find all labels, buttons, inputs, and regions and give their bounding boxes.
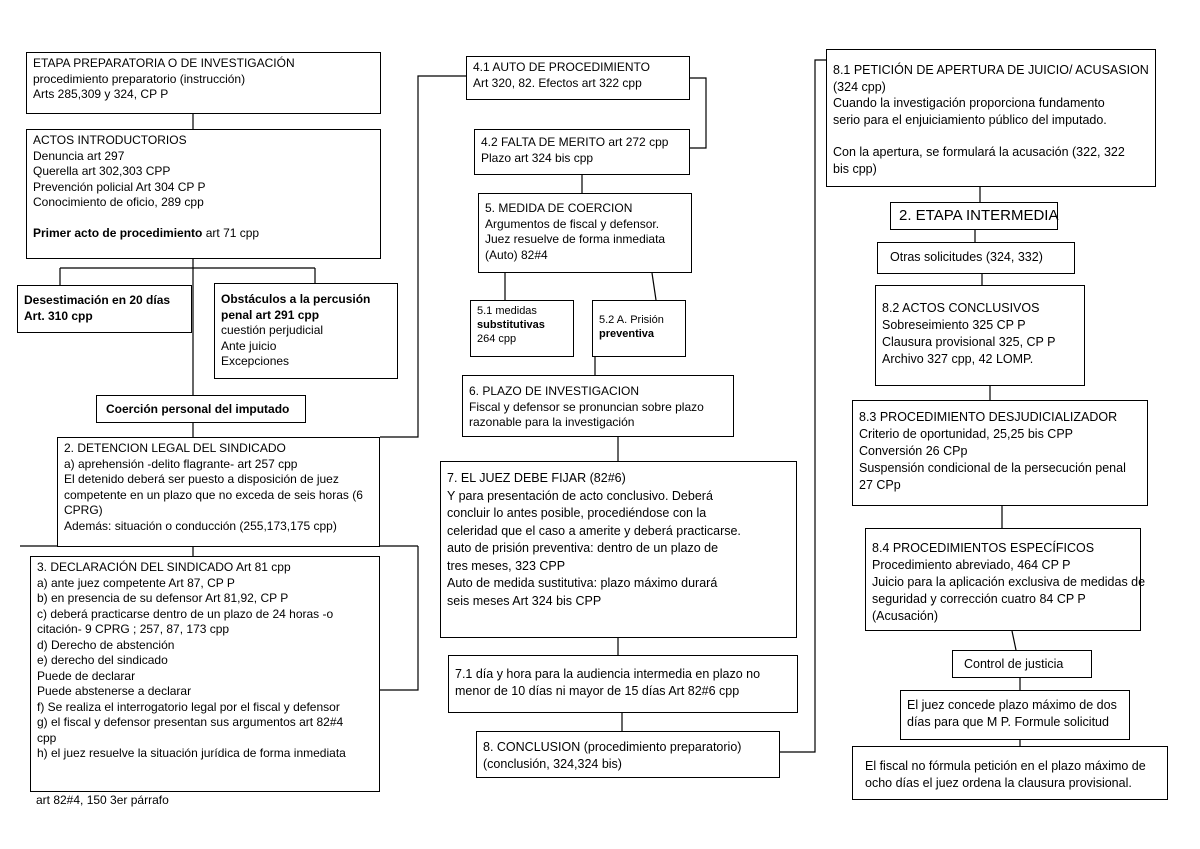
detencion-line: CPRG): [64, 503, 103, 517]
coercion-box: [96, 395, 306, 423]
especificos-line: Juicio para la aplicación exclusiva de medidas de: [872, 575, 1146, 589]
especificos-line: Procedimiento abreviado, 464 CP P: [872, 558, 1071, 572]
actos-conclusivos-line: Archivo 327 cpp, 42 LOMP.: [882, 352, 1034, 366]
conclusion-title: 8. CONCLUSION (procedimiento preparatorio): [483, 740, 742, 754]
declaracion-title: 3. DECLARACIÓN DEL SINDICADO Art 81 cpp: [37, 560, 291, 574]
falta-merito-plazo: Plazo art 324 bis cpp: [481, 150, 594, 165]
actos-conclusivos-box: [875, 285, 1085, 386]
plazo-dos-dias-line: días para que M P. Formule solicitud: [907, 715, 1109, 729]
declaracion-line: g) el fiscal y defensor presentan sus argumentos art 82#4: [37, 715, 344, 729]
declaracion-line: Puede abstenerse a declarar: [37, 684, 192, 698]
actos-introductorios-title: ACTOS INTRODUCTORIOS: [33, 133, 187, 147]
desjudicializador-line: 27 CPp: [859, 478, 901, 492]
etapa-preparatoria-title: ETAPA PREPARATORIA O DE INVESTIGACIÓN: [33, 56, 295, 70]
detencion-line: competente en un plazo que no exceda de seis horas (6: [64, 487, 363, 502]
desestimacion-label: Desestimación en 20 días: [24, 293, 171, 307]
desjudicializador-title: 8.3 PROCEDIMIENTO DESJUDICIALIZADOR: [859, 410, 1118, 424]
medida-coercion-line: Argumentos de fiscal y defensor.: [485, 216, 660, 231]
medidas-sustitutivas-article: 264 cpp: [477, 333, 517, 345]
conclusion-box: [476, 731, 780, 778]
plazo-dos-dias-box: [900, 690, 1130, 740]
plazo-investigacion-line: razonable para la investigación: [469, 415, 635, 429]
medida-coercion-line: (Auto) 82#4: [485, 247, 548, 262]
desestimacion-article: Art. 310 cpp: [24, 308, 93, 323]
detencion-line: Además: situación o conducción (255,173,175 cpp): [64, 518, 337, 533]
juez-fijar-line: Auto de medida sustitutiva: plazo máximo durará: [447, 576, 718, 590]
peticion-apertura-line: serio para el enjuiciamiento público del imputado.: [833, 112, 1107, 127]
medidas-sustitutivas-box: [470, 300, 574, 357]
especificos-box: [865, 528, 1146, 631]
peticion-apertura-title: 8.1 PETICIÓN DE APERTURA DE JUICIO/ ACUSASION: [833, 63, 1149, 77]
declaracion-line: a) ante juez competente Art 87, CP P: [37, 575, 235, 590]
juez-fijar-line: tres meses, 323 CPP: [447, 558, 566, 573]
control-justicia-label: Control de justicia: [964, 657, 1064, 671]
medidas-sustitutivas-title: 5.1 medidas: [477, 305, 537, 317]
peticion-apertura-box: [826, 49, 1156, 187]
medidas-sustitutivas-subtitle: substitutivas: [477, 319, 545, 331]
especificos-title: 8.4 PROCEDIMIENTOS ESPECÍFICOS: [872, 541, 1095, 555]
especificos-line: (Acusación): [872, 609, 938, 623]
falta-merito-box: [474, 129, 690, 175]
juez-fijar-line: celeridad que el caso a amerite y deberá practicarse.: [447, 523, 741, 538]
juez-fijar-box: [440, 461, 797, 638]
etapa-preparatoria-subtitle: procedimiento preparatorio (instrucción): [33, 71, 246, 86]
desjudicializador-line: Suspensión condicional de la persecución penal: [859, 461, 1126, 475]
plazo-investigacion-line: Fiscal y defensor se pronuncian sobre plazo: [469, 399, 704, 414]
etapa-preparatoria-articles: Arts 285,309 y 324, CP P: [33, 87, 169, 101]
obstaculo-item: cuestión perjudicial: [221, 323, 324, 337]
audiencia-intermedia-line: menor de 10 días ni mayor de 15 días Art 82#6 cpp: [455, 684, 740, 698]
peticion-apertura-line: bis cpp): [833, 161, 877, 176]
juez-fijar-line: Y para presentación de acto conclusivo. Deberá: [447, 488, 713, 503]
etapa-preparatoria-box: [26, 52, 381, 114]
actos-conclusivos-line: Sobreseimiento 325 CP P: [882, 318, 1026, 332]
detencion-box: [57, 437, 380, 547]
desjudicializador-line: Conversión 26 CPp: [859, 444, 968, 458]
detencion-line: El detenido deberá ser puesto a disposición de juez: [64, 472, 339, 486]
audiencia-intermedia-box: [448, 655, 798, 713]
declaracion-line: Puede de declarar: [37, 668, 136, 683]
juez-fijar-line: seis meses Art 324 bis CPP: [447, 593, 602, 608]
declaracion-line: d) Derecho de abstención: [37, 637, 175, 652]
etapa-intermedia-label: 2. ETAPA INTERMEDIA: [899, 207, 1059, 224]
primer-acto-article: art 71 cpp: [202, 225, 260, 240]
conclusion-subtitle: (conclusión, 324,324 bis): [483, 757, 622, 771]
declaracion-line: h) el juez resuelve la situación jurídica de forma inmediata: [37, 746, 346, 760]
otras-solicitudes-box: [877, 242, 1075, 274]
peticion-apertura-line: (324 cpp): [833, 79, 886, 94]
falta-merito-title: 4.2 FALTA DE MERITO art 272 cpp: [481, 135, 669, 149]
declaracion-line: b) en presencia de su defensor Art 81,92, CP P: [37, 591, 289, 605]
detencion-title: 2. DETENCION LEGAL DEL SINDICADO: [64, 441, 286, 455]
acto-item: Conocimiento de oficio, 289 cpp: [33, 195, 204, 209]
desjudicializador-box: [852, 400, 1148, 506]
medida-coercion-title: 5. MEDIDA DE COERCION: [485, 201, 633, 215]
declaracion-trailing: art 82#4, 150 3er párrafo: [36, 793, 169, 807]
declaracion-line: c) deberá practicarse dentro de un plazo de 24 horas -o: [37, 606, 334, 621]
acto-item: Prevención policial Art 304 CP P: [33, 179, 206, 194]
obstaculo-item: Excepciones: [221, 354, 290, 368]
obstaculos-article: penal art 291 cpp: [221, 307, 320, 322]
medida-coercion-line: Juez resuelve de forma inmediata: [485, 232, 666, 246]
juez-fijar-line: auto de prisión preventiva: dentro de un plazo de: [447, 541, 719, 555]
declaracion-box: [30, 556, 380, 792]
juez-fijar-line: concluir lo antes posible, procediéndose con la: [447, 506, 707, 520]
prision-preventiva-title: 5.2 A. Prisión: [599, 314, 664, 326]
prision-preventiva-box: [592, 300, 686, 357]
declaracion-line: e) derecho del sindicado: [37, 653, 168, 667]
auto-procedimiento-articles: Art 320, 82. Efectos art 322 cpp: [473, 75, 642, 90]
audiencia-intermedia-line: 7.1 día y hora para la audiencia intermedia en plazo no: [455, 667, 761, 681]
plazo-investigacion-title: 6. PLAZO DE INVESTIGACION: [469, 384, 640, 398]
peticion-apertura-line: Con la apertura, se formulará la acusación (322, 322: [833, 145, 1125, 159]
primer-acto-label: Primer acto de procedimiento: [33, 225, 203, 240]
actos-introductorios-box: [26, 129, 381, 259]
especificos-line: seguridad y corrección cuatro 84 CP P: [872, 592, 1086, 606]
desestimacion-box: [17, 285, 192, 333]
prision-preventiva-subtitle: preventiva: [599, 328, 655, 340]
obstaculos-box: [214, 283, 398, 379]
etapa-intermedia-box: [890, 202, 1058, 230]
primer-acto-line: [33, 226, 374, 242]
control-justicia-box: [952, 650, 1092, 678]
plazo-dos-dias-line: El juez concede plazo máximo de dos: [907, 698, 1117, 712]
medida-coercion-box: [478, 193, 692, 273]
auto-procedimiento-box: [466, 56, 690, 100]
declaracion-line: cpp: [37, 730, 57, 745]
detencion-line: a) aprehensión -delito flagrante- art 257 cpp: [64, 456, 298, 471]
peticion-apertura-line: Cuando la investigación proporciona fundamento: [833, 96, 1105, 110]
otras-solicitudes-label: Otras solicitudes (324, 332): [890, 250, 1043, 264]
declaracion-line: citación- 9 CPRG ; 257, 87, 173 cpp: [37, 622, 230, 636]
obstaculo-item: Ante juicio: [221, 338, 277, 353]
acto-item: Denuncia art 297: [33, 148, 125, 163]
fiscal-no-formula-line: ocho días el juez ordena la clausura provisional.: [865, 776, 1132, 790]
declaracion-line: f) Se realiza el interrogatorio legal por el fiscal y defensor: [37, 699, 340, 714]
obstaculos-title: Obstáculos a la percusión: [221, 292, 371, 306]
acto-item: Querella art 302,303 CPP: [33, 164, 171, 178]
fiscal-no-formula-line: El fiscal no fórmula petición en el plazo máximo de: [865, 759, 1146, 773]
fiscal-no-formula-box: [852, 746, 1168, 800]
actos-conclusivos-title: 8.2 ACTOS CONCLUSIVOS: [882, 301, 1040, 315]
coercion-label: Coerción personal del imputado: [106, 402, 290, 416]
juez-fijar-title: 7. EL JUEZ DEBE FIJAR (82#6): [447, 471, 626, 485]
desjudicializador-line: Criterio de oportunidad, 25,25 bis CPP: [859, 427, 1074, 441]
actos-conclusivos-line: Clausura provisional 325, CP P: [882, 335, 1056, 349]
plazo-investigacion-box: [462, 375, 734, 437]
auto-procedimiento-title: 4.1 AUTO DE PROCEDIMIENTO: [473, 60, 650, 74]
